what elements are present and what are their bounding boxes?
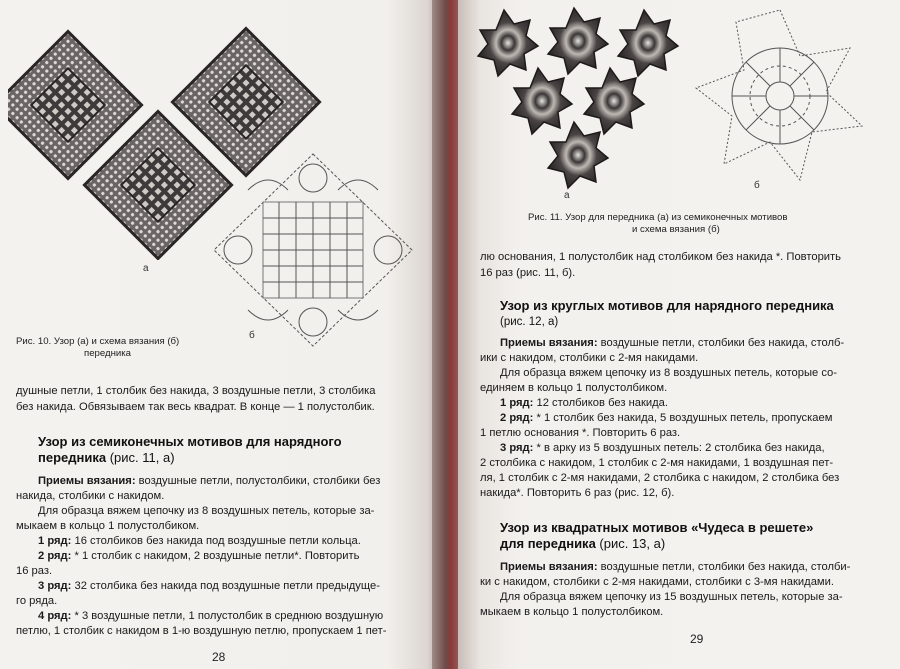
fig10-caption-line1: Рис. 10. Узор (а) и схема вязания (б) xyxy=(16,336,180,347)
left-page xyxy=(0,0,440,669)
row-text: 12 столбиков без накида. xyxy=(533,397,668,409)
techniques-text: воздушные петли, столбики без накида, столб- xyxy=(597,337,845,349)
left-text-line: душные петли, 1 столбик без накида, 3 воздушные петли, 3 столбика xyxy=(16,385,376,397)
techniques-line xyxy=(38,474,380,489)
row-label: 1 ряд: xyxy=(500,397,534,409)
section-heading-round-motifs xyxy=(500,298,834,330)
right-text-line: единяем в кольцо 1 полустолбиком. xyxy=(480,382,668,394)
left-text-line: 16 раз. xyxy=(16,565,53,577)
techniques-label: Приемы вязания: xyxy=(500,337,598,349)
seven-point-chart-diagram xyxy=(690,6,870,186)
row-text: 32 столбика без накида под воздушные петли предыдуще- xyxy=(71,580,380,592)
left-text-line: без накида. Обвязываем так весь квадрат. В конце — 1 полустолбик. xyxy=(16,401,375,413)
right-text-line: ля, 1 столбик с 2-мя накидами, 2 столбика с накидом, 2 столбика без xyxy=(480,472,840,484)
seven-point-motifs-photo xyxy=(468,2,688,192)
fig11-label-b: б xyxy=(754,180,760,191)
row-label: 2 ряд: xyxy=(500,412,534,424)
row-text: * 1 столбик без накида, 5 воздушных петель, пропускаем xyxy=(533,412,833,424)
techniques-text: воздушные петли, полустолбики, столбики без xyxy=(135,475,381,487)
right-page xyxy=(458,0,900,669)
row-label: 4 ряд: xyxy=(38,610,72,622)
left-text-line: мыкаем в кольцо 1 полустолбиком. xyxy=(16,520,200,532)
fig11-caption-line1: Рис. 11. Узор для передника (а) из семиконечных мотивов xyxy=(528,212,788,223)
heading-text: передника xyxy=(38,450,107,465)
right-text-line: Для образца вяжем цепочку из 8 воздушных петель, которые со- xyxy=(500,367,837,379)
heading-ref: (рис. 11, а) xyxy=(106,450,175,465)
techniques-text: воздушные петли, столбики без накида, столби- xyxy=(597,561,851,573)
fig10-caption-line2: передника xyxy=(84,348,131,359)
row-3-line xyxy=(500,441,825,456)
heading-line: Узор из квадратных мотивов «Чудеса в решете» xyxy=(500,520,814,535)
fig11-caption-line2: и схема вязания (б) xyxy=(632,224,720,235)
heading-ref: (рис. 13, а) xyxy=(595,536,666,551)
section-heading-seven-point xyxy=(38,434,342,466)
row-1-line xyxy=(500,396,668,411)
fig10-label-b: б xyxy=(249,330,255,341)
page-number-right: 29 xyxy=(690,632,704,646)
techniques-label: Приемы вязания: xyxy=(38,475,136,487)
row-label: 1 ряд: xyxy=(38,535,72,547)
left-text-line: накида, столбики с накидом. xyxy=(16,490,165,502)
heading-line xyxy=(500,536,813,552)
right-text-line: Для образца вяжем цепочку из 15 воздушных петель, которые за- xyxy=(500,591,843,603)
techniques-label: Приемы вязания: xyxy=(500,561,598,573)
right-text-line: 2 столбика с накидом, 1 столбик с 2-мя накидами, 1 воздушная пет- xyxy=(480,457,834,469)
row-text: * в арку из 5 воздушных петель: 2 столбика без накида, xyxy=(533,442,825,454)
techniques-line xyxy=(500,336,844,351)
heading-line: Узор из круглых мотивов для нарядного передника xyxy=(500,298,834,313)
row-2-line xyxy=(500,411,832,426)
row-text: * 3 воздушные петли, 1 полустолбик в среднюю воздушную xyxy=(71,610,384,622)
left-text-line: го ряда. xyxy=(16,595,58,607)
fig10-label-a: а xyxy=(143,263,149,274)
right-text-line: накида*. Повторить 6 раз (рис. 12, б). xyxy=(480,487,675,499)
row-text: * 1 столбик с накидом, 2 воздушные петли*. Повторить xyxy=(71,550,360,562)
heading-line xyxy=(38,450,342,466)
heading-line: Узор из семиконечных мотивов для нарядного xyxy=(38,434,342,449)
right-text-line: мыкаем в кольцо 1 полустолбиком. xyxy=(480,606,664,618)
right-text-line: 1 петлю основания *. Повторить 6 раз. xyxy=(480,427,681,439)
row-label: 3 ряд: xyxy=(38,580,72,592)
right-text-line: лю основания, 1 полустолбик над столбиком без накида *. Повторить xyxy=(480,251,842,263)
row-text: 16 столбиков без накида под воздушные петли кольца. xyxy=(71,535,361,547)
left-text-line: Для образца вяжем цепочку из 8 воздушных петель, которые за- xyxy=(38,505,375,517)
fig11-label-a: а xyxy=(564,190,570,201)
fig11-caption xyxy=(528,212,787,236)
fig10-caption xyxy=(16,336,179,360)
right-text-line: ики с накидом, столбики с 2-мя накидами. xyxy=(480,352,699,364)
row-label: 2 ряд: xyxy=(38,550,72,562)
row-4-line xyxy=(38,609,383,624)
left-text-line: петлю, 1 столбик с накидом в 1-ю воздушную петлю, пропускаем 1 пет- xyxy=(16,625,387,637)
row-label: 3 ряд: xyxy=(500,442,534,454)
techniques-line xyxy=(500,560,850,575)
page-number-left: 28 xyxy=(212,650,226,664)
heading-ref: (рис. 12, а) xyxy=(500,316,559,328)
section-heading-square-motifs xyxy=(500,520,813,552)
row-2-line xyxy=(38,549,359,564)
lace-square-chart-diagram xyxy=(208,150,418,350)
row-3-line xyxy=(38,579,380,594)
right-text-line: ки с накидом, столбики с 2-мя накидами, столбики с 3-мя накидами. xyxy=(480,576,834,588)
row-1-line xyxy=(38,534,361,549)
right-text-line: 16 раз (рис. 11, б). xyxy=(480,267,576,279)
heading-text: для передника xyxy=(500,536,596,551)
